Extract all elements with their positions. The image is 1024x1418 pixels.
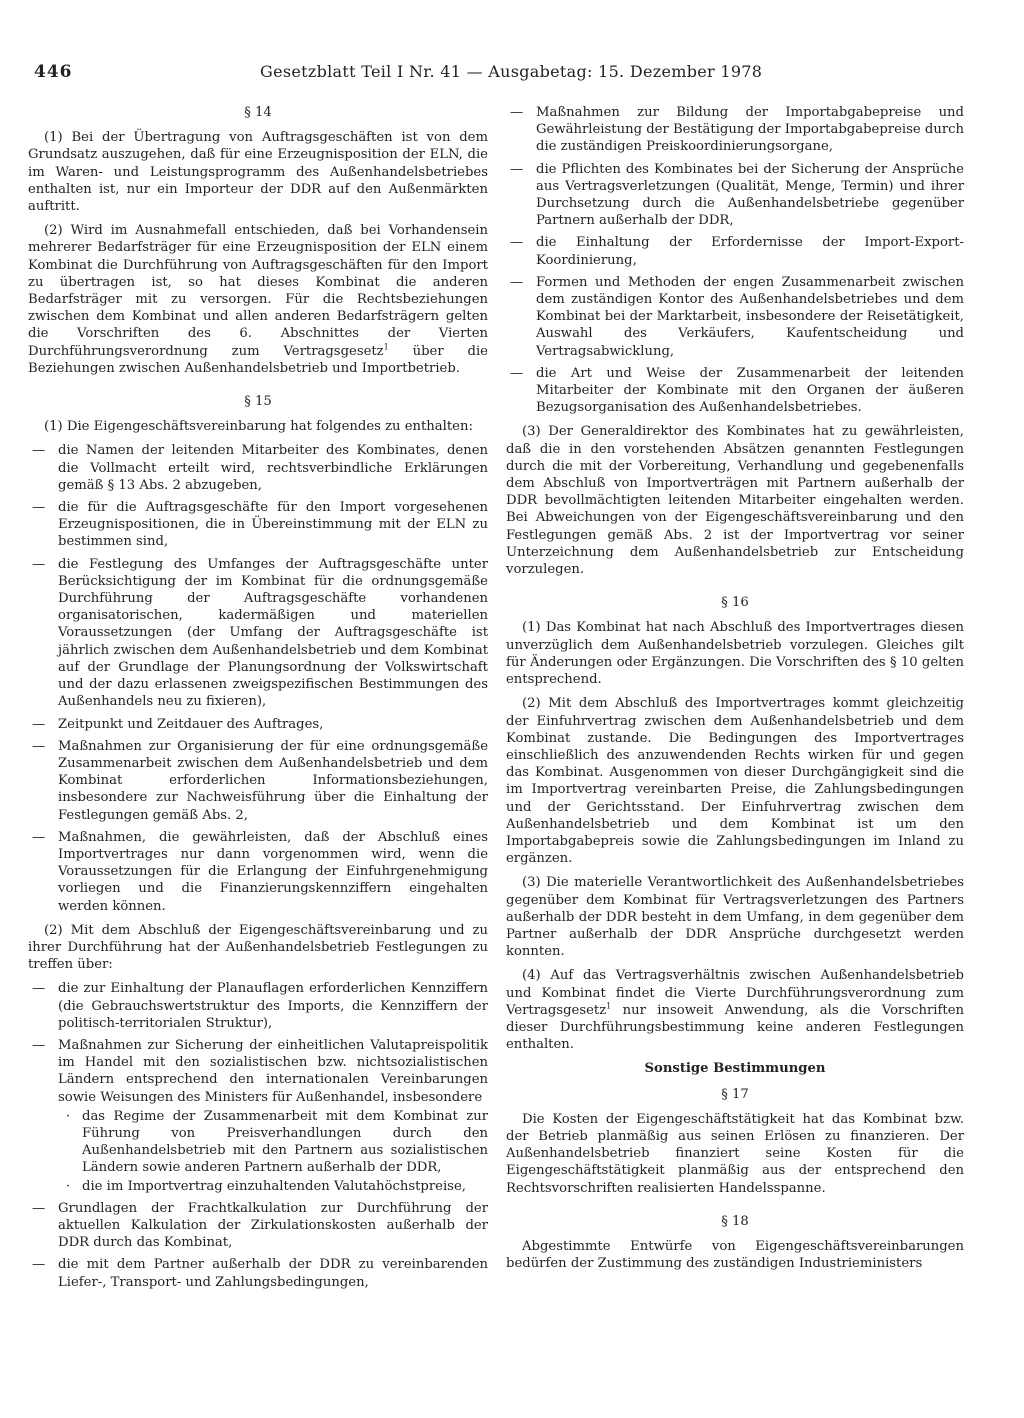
section-17-paragraph-1: Die Kosten der Eigengeschäftstätigkeit hat das Kombinat bzw. der Betrieb planmäßig aus seinen Erlösen zu finanzieren. Der Außenhandelsbetrieb finanziert seine Kosten für die Eigengeschäftstätigkeit planmäßig aus der entsprechend den Rechtsvorschriften realisierten Handelsspanne. xyxy=(506,1111,964,1196)
section-14-paragraph-2-text-a: (2) Wird im Ausnahmefall entschieden, daß bei Vorhandensein mehrerer Bedarfsträger für eine Erzeugnisposition der ELN einem Kombinat die Durchführung von Auftragsgeschäften für den Import zu übertragen ist, so hat dieses Kombinat die anderen Bedarfsträger mit zu versorgen. Für die Rechtsbeziehungen zwischen dem Kombinat und allen anderen Bedarfsträgern gelten die Vorschriften des 6. Abschnittes der Vierten Durchführungsverordnung zum Vertragsgesetz xyxy=(28,223,488,359)
list-item-text: Maßnahmen zur Sicherung der einheitlichen Valutapreispolitik im Handel mit den sozialistischen bzw. nichtsozialistischen Ländern entsprechend den internationalen Vereinbarungen sowie Weisungen des Ministers für Außenhandel, insbesondere xyxy=(58,1037,488,1105)
list-item xyxy=(506,104,964,156)
list-item-text: die Einhaltung der Erfordernisse der Import-Export-Koordinierung, xyxy=(536,235,964,268)
dash-marker: — xyxy=(510,105,524,120)
list-item xyxy=(28,442,488,494)
list-item xyxy=(28,499,488,551)
list-item xyxy=(28,980,488,1032)
dash-marker: — xyxy=(32,556,46,572)
list-item-text: die für die Auftragsgeschäfte für den Import vorgesehenen Erzeugnispositionen, die in Übereinstimmung mit der ELN zu bestimmen sind, xyxy=(58,500,488,550)
list-item-text: die mit dem Partner außerhalb der DDR zu vereinbarenden Liefer-, Transport- und Zahlungsbedingungen, xyxy=(58,1257,488,1290)
section-14-heading: § 14 xyxy=(244,105,272,120)
list-item-text: Zeitpunkt und Zeitdauer des Auftrages, xyxy=(58,716,324,732)
list-item xyxy=(28,716,488,733)
dash-marker: — xyxy=(32,738,46,754)
section-15-continued-list xyxy=(506,104,964,416)
dash-marker: — xyxy=(510,365,524,381)
list-item-text: die Festlegung des Umfanges der Auftragsgeschäfte unter Berücksichtigung der im Kombinat für die ordnungsgemäße Durchführung der Auftragsgeschäfte vorhandenen organisatorischen, kadermäßigen und materiellen Voraussetzungen (der Umfang der Auftragsgeschäfte ist jährlich zwischen dem Außenhandelsbetrieb und dem Kombinat auf der Grundlage der Planungsordnung der Volkswirtschaft und der dazu erlassenen zweigspezifischen Bestimmungen des Außenhandels neu zu fixieren), xyxy=(58,556,488,710)
dash-marker: — xyxy=(32,443,46,459)
list-item-text: die Namen der leitenden Mitarbeiter des Kombinates, denen die Vollmacht erteilt wird, rechtsverbindliche Erklärungen gemäß § 13 Abs. 2 abzugeben, xyxy=(58,443,488,493)
list-item xyxy=(506,161,964,230)
list-item xyxy=(28,738,488,824)
sub-list-item xyxy=(58,1178,488,1195)
dash-marker: — xyxy=(510,235,524,251)
list-item xyxy=(506,365,964,417)
list-item xyxy=(506,274,964,360)
list-item-text: Maßnahmen, die gewährleisten, daß der Abschluß eines Importvertrages nur dann vorgenommen wird, wenn die Voraussetzungen für die Erlangung der Einfuhrgenehmigung vorliegen und die Finanzierungskennziffern eingehalten werden können. xyxy=(58,829,488,914)
bullet-marker: · xyxy=(66,1108,71,1124)
dash-marker: — xyxy=(32,1200,46,1216)
section-15-paragraph-1-list xyxy=(28,442,488,914)
section-14-paragraph-2-text-b: über die Beziehungen zwischen Außenhandelsbetrieb und Importbetrieb. xyxy=(28,343,488,376)
sub-list-item-text: das Regime der Zusammenarbeit mit dem Kombinat zur Führung von Preisverhandlungen durch den Außenhandelsbetrieb mit den Partnern aus sozialistischen Ländern sowie anderen Partnern außerhalb der DDR, xyxy=(82,1108,488,1176)
sub-list-item xyxy=(58,1108,488,1177)
sub-list xyxy=(58,1108,488,1195)
list-item xyxy=(28,829,488,915)
section-16-paragraph-1: (1) Das Kombinat hat nach Abschluß des Importvertrages diesen unverzüglich dem Außenhandelsbetrieb vorzulegen. Gleiches gilt für Änderungen oder Ergänzungen. Die Vorschriften des § 10 gelten entsprechend. xyxy=(506,620,964,688)
list-item-text: Maßnahmen zur Organisierung der für eine ordnungsgemäße Zusammenarbeit zwischen dem Außenhandelsbetrieb und dem Kombinat erforderlichen Informationsbeziehungen, insbesondere zur Nachweisführung über die Einhaltung der Festlegungen gemäß Abs. 2, xyxy=(58,738,488,823)
section-15-paragraph-3: (3) Der Generaldirektor des Kombinates hat zu gewährleisten, daß die in den vorstehenden Absätzen genannten Festlegungen durch die mit der Vorbereitung, Verhandlung und gegebenenfalls dem Abschluß von Importverträgen mit Partnern außerhalb der DDR bevollmächtigten leitenden Mitarbeiter eingehalten werden. Bei Abweichungen von der Eigengeschäftsvereinbarung und den Festlegungen gemäß Abs. 2 ist der Importvertrag vor seiner Unterzeichnung dem Außenhandelsbetrieb zur Entscheidung vorzulegen. xyxy=(506,424,964,578)
dash-marker: — xyxy=(32,500,46,516)
section-17-heading: § 17 xyxy=(721,1086,749,1102)
dash-marker: — xyxy=(510,161,524,177)
list-item xyxy=(28,556,488,711)
section-16-paragraph-4 xyxy=(506,967,964,1053)
section-14-paragraph-1: (1) Bei der Übertragung von Auftragsgeschäften ist von dem Grundsatz auszugehen, daß für eine Erzeugnisposition der ELN, die im Waren- und Leistungsprogramm des Außenhandelsbetriebes enthalten ist, nur ein Importeur der DDR auf den Außenmärkten auftritt. xyxy=(28,130,488,215)
footnote-marker: 1 xyxy=(606,1001,612,1011)
section-14-paragraph-2 xyxy=(28,222,488,377)
section-15-paragraph-2-list xyxy=(28,980,488,1290)
section-16-paragraph-4-text-a: (4) Auf das Vertragsverhältnis zwischen Außenhandelsbetrieb und Kombinat findet die Vierte Durchführungsverordnung zum Vertragsgesetz xyxy=(506,968,964,1018)
list-item xyxy=(506,234,964,268)
list-item-text: Maßnahmen zur Bildung der Importabgabepreise und Gewährleistung der Bestätigung der Importabgabepreise durch die zuständigen Preiskoordinierungsorgane, xyxy=(536,105,964,155)
page-header-title: Gesetzblatt Teil I Nr. 41 — Ausgabetag: 15. Dezember 1978 xyxy=(260,62,763,81)
section-18-paragraph-1: Abgestimmte Entwürfe von Eigengeschäftsvereinbarungen bedürfen der Zustimmung des zuständigen Industrieministers xyxy=(506,1238,964,1272)
section-16-heading: § 16 xyxy=(721,595,749,611)
dash-marker: — xyxy=(32,716,46,732)
section-18-heading: § 18 xyxy=(721,1213,749,1229)
dash-marker: — xyxy=(32,829,46,845)
sub-list-item-text: die im Importvertrag einzuhaltenden Valutahöchstpreise, xyxy=(82,1178,466,1194)
dash-marker: — xyxy=(510,274,524,290)
section-16-paragraph-2: (2) Mit dem Abschluß des Importvertrages kommt gleichzeitig der Einfuhrvertrag zwischen dem Außenhandelsbetrieb und dem Kombinat zustande. Die Bedingungen des Importvertrages einschließlich des anzuwendenden Rechts wirken für und gegen das Kombinat. Ausgenommen von dieser Durchgängigkeit sind die im Importvertrag vereinbarten Preise, die Zahlungsbedingungen und der Gerichtsstand. Der Einfuhrvertrag zwischen dem Außenhandelsbetrieb und dem Kombinat ist um den Importabgabepreis sowie die Zahlungsbedingungen im Inland zu ergänzen. xyxy=(506,696,964,867)
section-16-paragraph-3: (3) Die materielle Verantwortlichkeit des Außenhandelsbetriebes gegenüber dem Kombinat für Vertragsverletzungen des Partners außerhalb der DDR besteht in dem Umfang, in dem gegenüber dem Partner außerhalb der DDR Ansprüche durchgesetzt werden konnten. xyxy=(506,875,964,960)
list-item-text: die Art und Weise der Zusammenarbeit der leitenden Mitarbeiter der Kombinate mit den Organen der äußeren Bezugsorganisation des Außenhandelsbetriebes. xyxy=(536,365,964,416)
list-item-text: Formen und Methoden der engen Zusammenarbeit zwischen dem zuständigen Kontor des Außenhandelsbetriebes und dem Kombinat bei der Marktarbeit, insbesondere der Reisetätigkeit, Auswahl des Verkäufers, Kaufentscheidung und Vertragsabwicklung, xyxy=(536,274,964,359)
footnote-marker: 1 xyxy=(383,342,389,352)
list-item-text: die zur Einhaltung der Planauflagen erforderlichen Kennziffern (die Gebrauchswertstruktur des Imports, die Kennziffern der politisch-territorialen Struktur), xyxy=(58,981,488,1031)
list-item xyxy=(28,1037,488,1195)
bullet-marker: · xyxy=(66,1178,71,1194)
section-16-paragraph-4-text-b: nur insoweit Anwendung, als die Vorschriften dieser Durchführungsbestimmung keine anderen Festlegungen enthalten. xyxy=(506,1002,964,1053)
section-15-paragraph-1-intro: (1) Die Eigengeschäftsvereinbarung hat folgendes zu enthalten: xyxy=(44,419,473,435)
right-column xyxy=(506,104,964,1279)
section-15-paragraph-2-intro: (2) Mit dem Abschluß der Eigengeschäftsvereinbarung und zu ihrer Durchführung hat der Außenhandelsbetrieb Festlegungen zu treffen über: xyxy=(28,922,488,973)
dash-marker: — xyxy=(32,1257,46,1273)
list-item xyxy=(28,1256,488,1290)
sonstige-bestimmungen-heading: Sonstige Bestimmungen xyxy=(644,1061,826,1077)
left-column xyxy=(28,104,488,1298)
list-item-text: Grundlagen der Frachtkalkulation zur Durchführung der aktuellen Kalkulation der Zirkulationskosten außerhalb der DDR durch das Kombinat, xyxy=(58,1200,488,1251)
dash-marker: — xyxy=(32,1037,46,1053)
dash-marker: — xyxy=(32,981,46,997)
section-15-heading: § 15 xyxy=(244,394,272,410)
list-item-text: die Pflichten des Kombinates bei der Sicherung der Ansprüche aus Vertragsverletzungen (Qualität, Menge, Termin) und ihrer Durchsetzung durch die Außenhandelsbetriebe gegenüber Partnern außerhalb der DDR, xyxy=(536,161,964,229)
page-number: 446 xyxy=(34,62,73,82)
list-item xyxy=(28,1200,488,1252)
